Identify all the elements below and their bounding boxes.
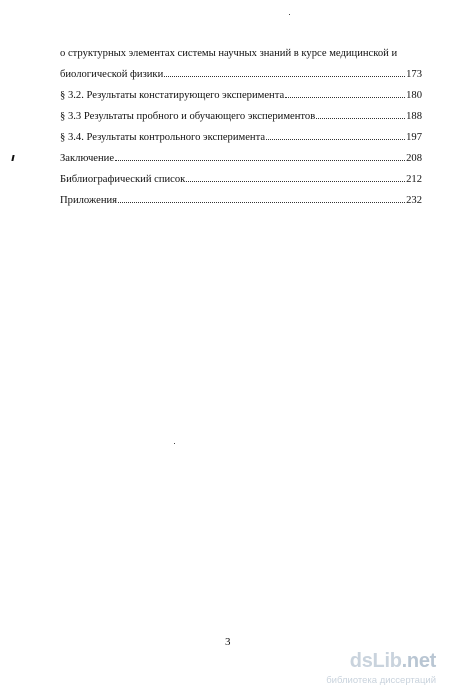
toc-entry-page: 188: [406, 111, 422, 122]
scan-speck: [289, 14, 290, 15]
toc-leader-dots: [266, 138, 405, 140]
watermark-logo-tld: .net: [401, 650, 436, 672]
watermark: [318, 650, 436, 690]
toc-entry-page: 197: [406, 132, 422, 143]
scan-speck: [174, 443, 175, 444]
toc-continuation-line: о структурных элементах системы научных знаний в курсе медицинской и: [60, 48, 398, 59]
toc-leader-dots: [285, 96, 405, 98]
toc-entry-label: Заключение: [60, 153, 115, 164]
toc-entry-label: Библиографический список: [60, 174, 186, 185]
toc-leader-dots: [164, 75, 405, 77]
toc-entry: [60, 169, 422, 190]
toc-entry-label: § 3.3 Результаты пробного и обучающего экспериментов: [60, 111, 316, 122]
toc-entry: [60, 190, 422, 211]
watermark-logo: [350, 650, 436, 673]
toc-entry-page: 212: [406, 174, 422, 185]
table-of-contents: [60, 43, 422, 211]
toc-entry: [60, 85, 422, 106]
toc-leader-dots: [316, 117, 405, 119]
watermark-tagline: библиотека диссертаций: [326, 675, 436, 686]
toc-entry-label: § 3.2. Результаты констатирующего эксперимента: [60, 90, 285, 101]
toc-entry-page: 173: [406, 69, 422, 80]
page-number: 3: [225, 636, 231, 648]
toc-leader-dots: [118, 201, 405, 203]
toc-entry-page: 232: [406, 195, 422, 206]
toc-leader-dots: [115, 159, 405, 161]
toc-entry: [60, 148, 422, 169]
toc-entry-label: биологической физики: [60, 69, 164, 80]
toc-entry-page: 180: [406, 90, 422, 101]
toc-entry: [60, 64, 422, 85]
toc-leader-dots: [186, 180, 405, 182]
toc-entry: [60, 106, 422, 127]
watermark-logo-main: dsLib: [349, 650, 402, 672]
toc-entry-label: § 3.4. Результаты контрольного эксперимента: [60, 132, 266, 143]
toc-entry: [60, 127, 422, 148]
toc-entry-label: Приложения: [60, 195, 118, 206]
toc-entry-page: 208: [406, 153, 422, 164]
margin-mark: [11, 155, 14, 161]
